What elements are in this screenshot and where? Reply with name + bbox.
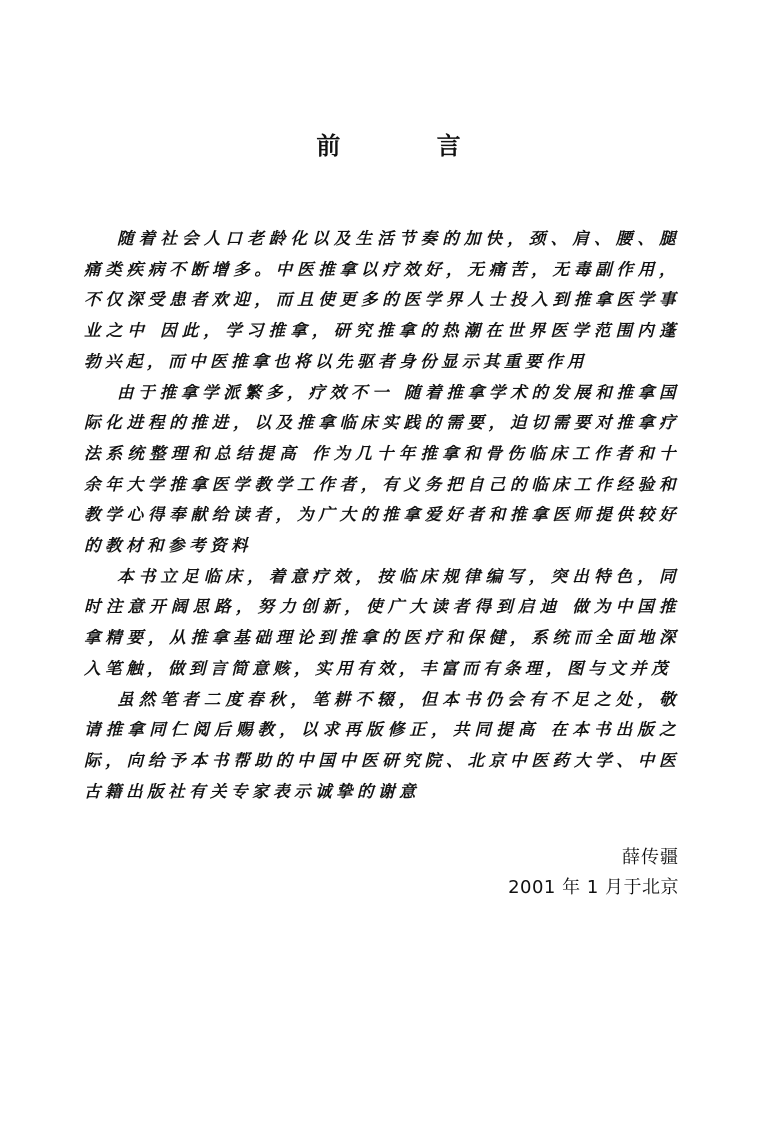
paragraph-3: 本书立足临床，着意疗效，按临床规律编写，突出特色，同时注意开阔思路，努力创新，使广大读者得到启迪 做为中国推拿精要，从推拿基础理论到推拿的医疗和保健，系统而全面地深入笔触，做到言简意赅，实用有效，丰富而有条理，图与文并茂 <box>84 566 680 678</box>
page-title: 前 言 <box>316 131 505 160</box>
author-name: 薛传疆 <box>622 847 679 868</box>
paragraph-2: 由于推拿学派繁多，疗效不一 随着推拿学术的发展和推拿国际化进程的推进，以及推拿临床实践的需要，迫切需要对推拿疗法系统整理和总结提高 作为几十年推拿和骨伤临床工作者和十余年大学推拿医学教学工作者，有义务把自己的临床工作经验和教学心得奉献给读者，为广大的推拿爱好者和推拿医师提供较好的教材和参考资料 <box>84 382 680 556</box>
date-place: 2001 年 1 月于北京 <box>508 877 679 898</box>
paragraph-4: 虽然笔者二度春秋，笔耕不辍，但本书仍会有不足之处，敬请推拿同仁阅后赐教，以求再版修正，共同提高 在本书出版之际，向给予本书帮助的中国中医研究院、北京中医药大学、中医古籍出版社有关专家表示诚挚的谢意 <box>84 689 680 801</box>
paragraph-1: 随着社会人口老龄化以及生活节奏的加快，颈、肩、腰、腿痛类疾病不断增多。中医推拿以疗效好，无痛苦，无毒副作用，不仅深受患者欢迎，而且使更多的医学界人士投入到推拿医学事业之中 因此，学习推拿，研究推拿的热潮在世界医学范围内蓬勃兴起，而中医推拿也将以先驱者身份显示其重要作用 <box>84 229 680 371</box>
preface-body <box>84 224 680 807</box>
